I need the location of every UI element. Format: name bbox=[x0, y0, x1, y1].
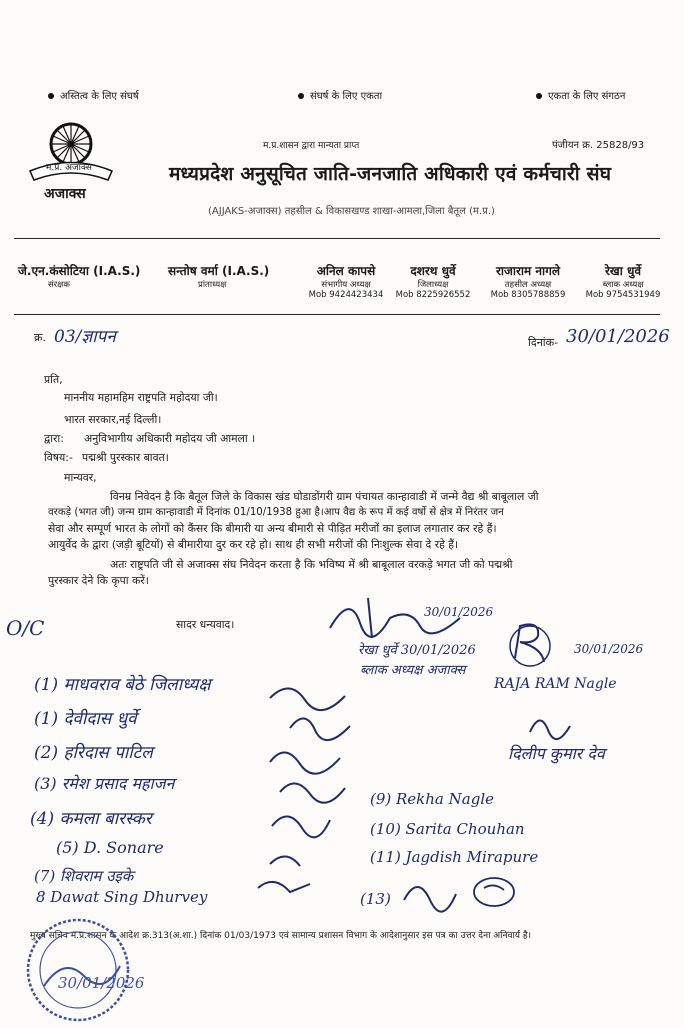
branch-address: (AJJAKS-अजाक्स) तहसील & विकासखण्ड शाखा-आमला,जिला बैतूल (म.प्र.) bbox=[208, 206, 495, 217]
office-seal bbox=[24, 916, 145, 1024]
organization-name: मध्यप्रदेश अनुसूचित जाति-जनजाति अधिकारी एवं कर्मचारी संघ bbox=[169, 163, 612, 185]
signature-scribble-4 bbox=[400, 860, 530, 920]
signatory-11: (11) Jagdish Mirapure bbox=[370, 848, 539, 866]
ref-number: 03/ज्ञापन bbox=[54, 327, 116, 347]
signatory-5: (4) कमला बारस्कर bbox=[30, 809, 152, 829]
via-label: द्वारा: bbox=[44, 432, 64, 445]
signatory-10: (10) Sarita Chouhan bbox=[370, 820, 525, 838]
signatory-9: (9) Rekha Nagle bbox=[370, 790, 494, 808]
logo-ring-text: म.प्र. अजाक्स bbox=[46, 163, 92, 173]
motto-2: संघर्ष के लिए एकता bbox=[298, 88, 382, 102]
para1-line2: वरकड़े (भगत जी) जन्म ग्राम कान्हावाडी में दिनांक 01/10/1938 हुआ है।आप वैद्य के रूप में कई वर्षो से क्षेत्र में निरंतर जन bbox=[48, 507, 504, 518]
para2-line1: अतः राष्ट्रपति जी से अजाक्स संघ निवेदन करता है कि भविष्य में श्री बाबूलाल वरकड़े भगत जी को पद्मश्री bbox=[110, 558, 513, 571]
signatory-4: (3) रमेश प्रसाद महाजन bbox=[34, 774, 175, 793]
officials-divider bbox=[14, 314, 660, 315]
signature-column-scribbles bbox=[250, 678, 360, 908]
official-3: अनिल कापसे संभागीय अध्यक्ष Mob 9424423434 bbox=[308, 264, 384, 300]
official-1: जे.एन.कंसोटिया (I.A.S.) संरक्षक bbox=[18, 264, 141, 290]
para1-line4: आयुर्वेद के द्वारा (जड़ी बूटियों) से बीमारीया दुर कर रहे हो। साथ ही सभी मरीजों की निःशुल्क सेवा दे रहे हैं। bbox=[48, 538, 459, 551]
signatory-13: (13) bbox=[360, 890, 391, 908]
recognition-text: म.प्र.शासन द्वारा मान्यता प्राप्त bbox=[263, 141, 360, 151]
signatory-7: (7) शिवराम उइके bbox=[34, 867, 134, 885]
date-label: दिनांक- bbox=[528, 336, 559, 349]
subject-label: विषय:- bbox=[44, 451, 73, 464]
subject-text: पद्मश्री पुरस्कार बावत। bbox=[82, 451, 169, 464]
signatory-8: 8 Dawat Sing Dhurvey bbox=[36, 888, 208, 906]
para1-line3: सेवा और सम्पूर्ण भारत के लोगों को कैंसर कि बीमारी या अन्य बीमारी से पीड़ित मरीजों का इलाज लगातार कर रहे हैं। bbox=[48, 522, 497, 535]
footer-notice: मुख्य सचिव म.प्र.शासन के आदेश क्र.313(अ.शा.) दिनांक 01/03/1973 एवं सामान्य प्रशासन विभाग के आदेशानुसार इस पत्र का उत्तर देना अनिवार्य है। bbox=[30, 931, 532, 941]
signature-role-1: ब्लाक अध्यक्ष अजाक्स bbox=[360, 663, 466, 678]
to-line-2: भारत सरकार,नई दिल्ली। bbox=[64, 413, 162, 426]
date-value: 30/01/2026 bbox=[566, 326, 670, 347]
para1-line1: विनम्र निवेदन है कि बैतूल जिले के विकास खंड घोडाडोंगरी ग्राम पंचायत कान्हावाडी में जन्मे वैद्य श्री बाबूलाल जी bbox=[110, 490, 539, 503]
signatory-1: (1) माधवराव बेठे जिलाध्यक्ष bbox=[34, 675, 211, 695]
ref-label: क्र. bbox=[34, 331, 46, 344]
logo-name: अजाक्स bbox=[44, 186, 86, 202]
signature-scribble-3 bbox=[520, 706, 580, 742]
official-5: राजाराम नागले तहसील अध्यक्ष Mob 8305788859 bbox=[490, 264, 566, 300]
signatory-6: (5) D. Sonare bbox=[56, 838, 164, 857]
official-6: रेखा धुर्वे ब्लाक अध्यक्ष Mob 9754531949 bbox=[585, 264, 661, 300]
to-line-1: माननीय महामहिम राष्ट्रपति महोदया जी। bbox=[64, 391, 218, 404]
signatory-2: (1) देवीदास धुर्वे bbox=[34, 709, 137, 729]
signature-name-1: रेखा धुर्वे 30/01/2026 bbox=[358, 643, 476, 658]
para2-line2: पुरस्कार देने कि कृपा करें। bbox=[48, 574, 149, 587]
motto-3: एकता के लिए संगठन bbox=[536, 88, 625, 102]
motto-1: अस्तित्व के लिए संघर्ष bbox=[48, 88, 139, 102]
signatory-right-sign: दिलीप कुमार देव bbox=[508, 744, 605, 763]
seal-date: 30/01/2026 bbox=[58, 974, 145, 992]
signatory-3: (2) हरिदास पाटिल bbox=[34, 743, 153, 763]
ajaks-logo bbox=[26, 116, 116, 211]
to-label: प्रति, bbox=[44, 373, 63, 386]
via-text: अनुविभागीय अधिकारी महोदय जी आमला । bbox=[84, 432, 256, 445]
header-divider bbox=[14, 238, 660, 239]
signature-date-2: 30/01/2026 bbox=[574, 642, 644, 656]
signature-date-1: 30/01/2026 bbox=[424, 605, 494, 619]
salutation: मान्यवर, bbox=[64, 471, 97, 484]
seal-stamp-icon bbox=[24, 916, 132, 1024]
oc-mark: O/C bbox=[6, 616, 45, 640]
registration-number: पंजीयन क्र. 25828/93 bbox=[552, 140, 645, 151]
official-2: सन्तोष वर्मा (I.A.S.) प्रांताध्यक्ष bbox=[168, 264, 270, 290]
closing: सादर धन्यवाद। bbox=[176, 618, 235, 631]
official-4: दशरथ धुर्वे जिलाध्यक्ष Mob 8225926552 bbox=[395, 264, 471, 300]
signature-name-2: RAJA RAM Nagle bbox=[494, 676, 617, 692]
signature-scribble-2 bbox=[500, 618, 560, 668]
